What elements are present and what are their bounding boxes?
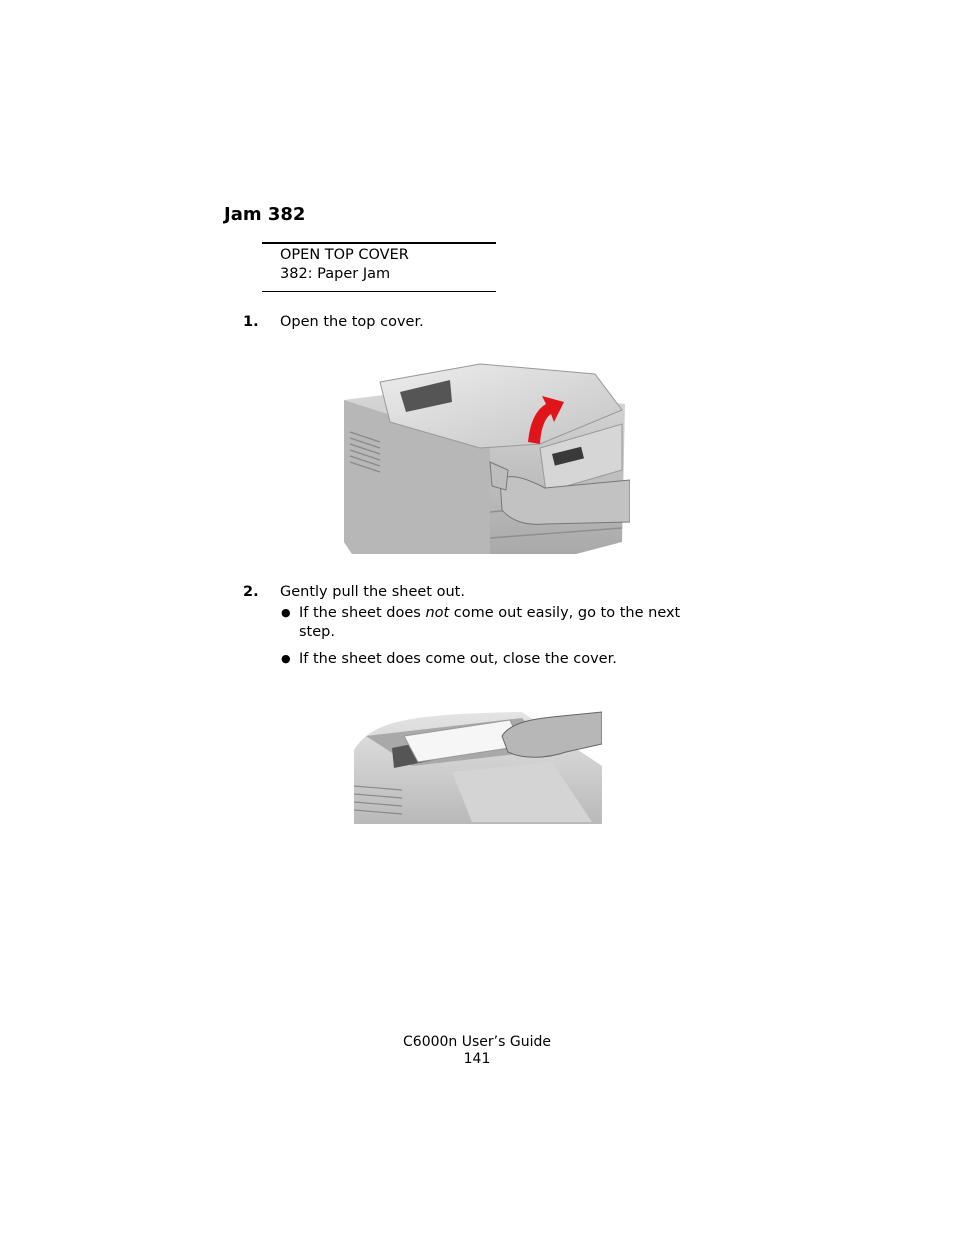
bullet-1-text-cont: step. — [299, 624, 335, 640]
panel-message-line-1: OPEN TOP COVER — [280, 247, 409, 263]
step-2-text: Gently pull the sheet out. — [280, 584, 465, 600]
bullet-1-text-before: If the sheet does — [299, 605, 426, 621]
bullet-2-dot: ● — [281, 652, 291, 665]
bullet-2: If the sheet does come out, close the cover. — [299, 651, 617, 667]
footer-guide-title: C6000n User’s Guide — [403, 1034, 551, 1050]
step-2-number: 2. — [243, 584, 259, 600]
step-1-number: 1. — [243, 314, 259, 330]
pull-sheet-illustration — [352, 710, 602, 824]
bullet-1-emphasis: not — [425, 605, 450, 621]
bullet-1-dot: ● — [281, 606, 291, 619]
section-heading: Jam 382 — [224, 204, 306, 225]
footer-page-number: 141 — [463, 1051, 491, 1067]
operator-panel-message — [262, 242, 496, 292]
step-1-text: Open the top cover. — [280, 314, 424, 330]
bullet-1-text-after: come out easily, go to the next — [449, 605, 681, 621]
bullet-1 — [299, 604, 729, 642]
printer-open-cover-illustration — [340, 362, 630, 554]
panel-message-line-2: 382: Paper Jam — [280, 266, 391, 282]
